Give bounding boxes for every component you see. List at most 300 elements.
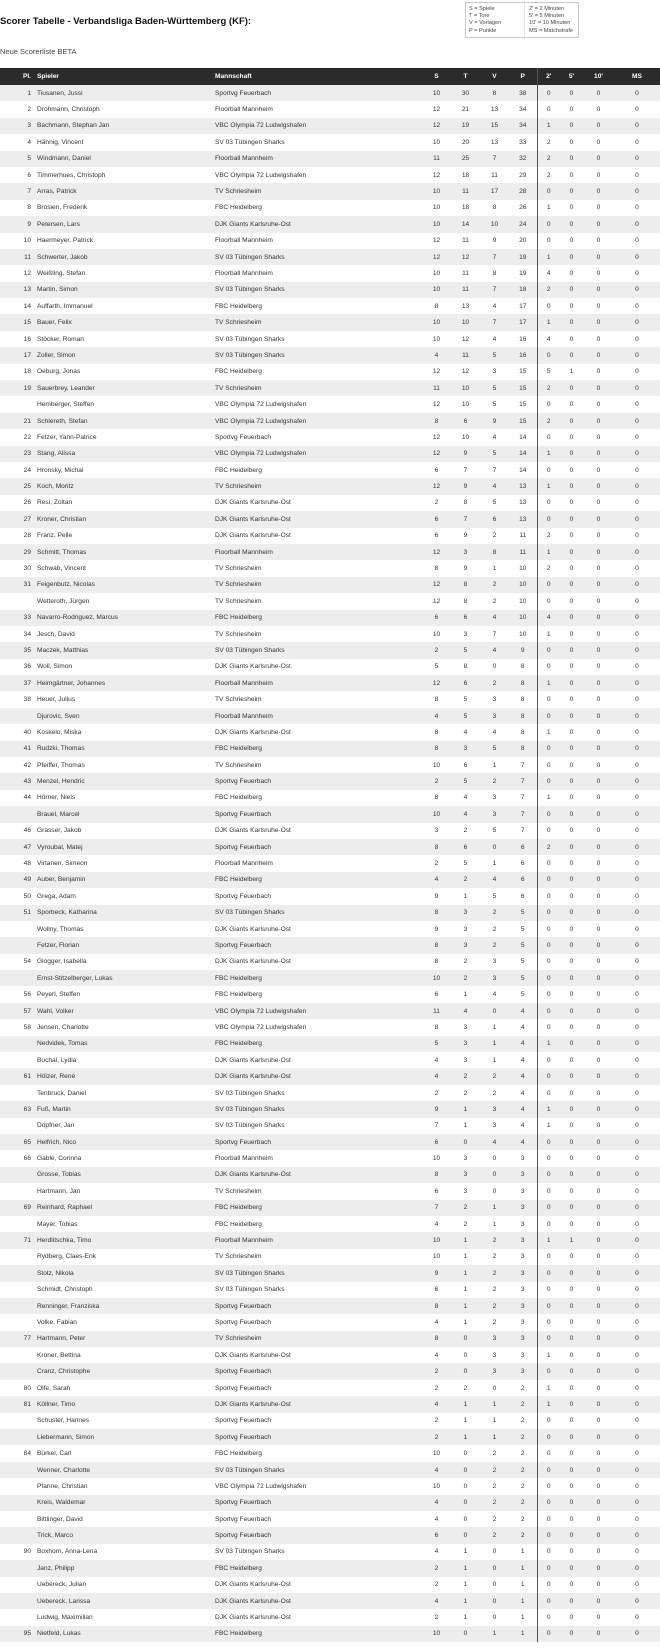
rank-cell: 84 bbox=[0, 1445, 37, 1461]
games-cell: 6 bbox=[422, 462, 451, 478]
games-cell: 10 bbox=[422, 331, 451, 347]
goals-cell: 5 bbox=[451, 855, 480, 871]
pim5-cell: 0 bbox=[560, 691, 583, 707]
assists-cell: 1 bbox=[480, 1413, 509, 1429]
team-cell: Floorball Mannheim bbox=[215, 1232, 422, 1248]
pim10-cell: 0 bbox=[583, 1462, 614, 1478]
table-row bbox=[0, 233, 660, 249]
team-cell: TV Schriesheim bbox=[215, 757, 422, 773]
table-row bbox=[0, 1019, 660, 1035]
rank-cell: 19 bbox=[0, 380, 37, 396]
pim2-cell: 0 bbox=[537, 1363, 560, 1379]
assists-cell: 4 bbox=[480, 724, 509, 740]
goals-cell: 9 bbox=[451, 528, 480, 544]
rank-cell: 56 bbox=[0, 986, 37, 1002]
pim5-cell: 0 bbox=[560, 167, 583, 183]
team-cell: FBC Heidelberg bbox=[215, 872, 422, 888]
pim2-cell: 0 bbox=[537, 233, 560, 249]
rank-cell: 9 bbox=[0, 216, 37, 232]
player-cell: Wetteroth, Jürgen bbox=[37, 593, 215, 609]
player-cell: Haermeyer, Patrick bbox=[37, 233, 215, 249]
assists-cell: 0 bbox=[480, 659, 509, 675]
table-row bbox=[0, 1380, 660, 1396]
table-row bbox=[0, 610, 660, 626]
team-cell: SV 03 Tübingen Sharks bbox=[215, 347, 422, 363]
assists-cell: 2 bbox=[480, 1495, 509, 1511]
table-row bbox=[0, 806, 660, 822]
goals-cell: 13 bbox=[451, 298, 480, 314]
pim2-cell: 0 bbox=[537, 1609, 560, 1625]
assists-cell: 3 bbox=[480, 790, 509, 806]
pim10-cell: 0 bbox=[583, 905, 614, 921]
pim10-cell: 0 bbox=[583, 151, 614, 167]
ms-cell: 0 bbox=[614, 954, 660, 970]
player-cell: Martin, Simon bbox=[37, 282, 215, 298]
ms-cell: 0 bbox=[614, 1511, 660, 1527]
points-cell: 2 bbox=[509, 1396, 537, 1412]
team-cell: SV 03 Tübingen Sharks bbox=[215, 1265, 422, 1281]
pim5-cell: 0 bbox=[560, 1363, 583, 1379]
team-cell: TV Schriesheim bbox=[215, 1331, 422, 1347]
games-cell: 4 bbox=[422, 1396, 451, 1412]
table-row bbox=[0, 1003, 660, 1019]
header-player[interactable]: Spieler bbox=[37, 68, 215, 85]
assists-cell: 4 bbox=[480, 610, 509, 626]
assists-cell: 7 bbox=[480, 314, 509, 330]
pim2-cell: 2 bbox=[537, 560, 560, 576]
goals-cell: 1 bbox=[451, 1282, 480, 1298]
pim10-cell: 0 bbox=[583, 708, 614, 724]
rank-cell bbox=[0, 1282, 37, 1298]
pim2-cell: 0 bbox=[537, 986, 560, 1002]
assists-cell: 0 bbox=[480, 1183, 509, 1199]
pim5-cell: 0 bbox=[560, 462, 583, 478]
goals-cell: 1 bbox=[451, 1413, 480, 1429]
table-row bbox=[0, 314, 660, 330]
table-row bbox=[0, 134, 660, 150]
table-body bbox=[0, 85, 660, 1642]
pim10-cell: 0 bbox=[583, 741, 614, 757]
pim5-cell: 0 bbox=[560, 757, 583, 773]
header-rank[interactable]: Pl. bbox=[0, 68, 37, 85]
pim10-cell: 0 bbox=[583, 1249, 614, 1265]
table-row bbox=[0, 1068, 660, 1084]
assists-cell: 1 bbox=[480, 1396, 509, 1412]
games-cell: 12 bbox=[422, 249, 451, 265]
goals-cell: 2 bbox=[451, 970, 480, 986]
rank-cell: 23 bbox=[0, 446, 37, 462]
rank-cell: 2 bbox=[0, 101, 37, 117]
goals-cell: 1 bbox=[451, 1101, 480, 1117]
pim2-cell: 1 bbox=[537, 200, 560, 216]
games-cell: 12 bbox=[422, 233, 451, 249]
player-cell: Weißling, Stefan bbox=[37, 265, 215, 281]
rank-cell bbox=[0, 1347, 37, 1363]
rank-cell bbox=[0, 1036, 37, 1052]
assists-cell: 1 bbox=[480, 1019, 509, 1035]
points-cell: 3 bbox=[509, 1216, 537, 1232]
team-cell: VBC Olympia 72 Ludwigshafen bbox=[215, 167, 422, 183]
points-cell: 17 bbox=[509, 314, 537, 330]
pim2-cell: 0 bbox=[537, 577, 560, 593]
team-cell: TV Schriesheim bbox=[215, 560, 422, 576]
table-row bbox=[0, 741, 660, 757]
table-row bbox=[0, 396, 660, 412]
ms-cell: 0 bbox=[614, 1101, 660, 1117]
points-cell: 8 bbox=[509, 741, 537, 757]
rank-cell: 40 bbox=[0, 724, 37, 740]
pim2-cell: 1 bbox=[537, 675, 560, 691]
points-cell: 4 bbox=[509, 1118, 537, 1134]
ms-cell: 0 bbox=[614, 1085, 660, 1101]
games-cell: 7 bbox=[422, 1200, 451, 1216]
pim5-cell: 0 bbox=[560, 1577, 583, 1593]
points-cell: 3 bbox=[509, 1150, 537, 1166]
games-cell: 6 bbox=[422, 528, 451, 544]
pim2-cell: 0 bbox=[537, 1544, 560, 1560]
pim5-cell: 0 bbox=[560, 1068, 583, 1084]
pim2-cell: 2 bbox=[537, 151, 560, 167]
team-cell: DJK Giants Karlsruhe-Ost bbox=[215, 954, 422, 970]
points-cell: 8 bbox=[509, 659, 537, 675]
assists-cell: 8 bbox=[480, 265, 509, 281]
pim5-cell: 0 bbox=[560, 659, 583, 675]
ms-cell: 0 bbox=[614, 216, 660, 232]
player-cell: Kreis, Waldemar bbox=[37, 1495, 215, 1511]
pim2-cell: 0 bbox=[537, 1200, 560, 1216]
rank-cell: 48 bbox=[0, 855, 37, 871]
team-cell: VBC Olympia 72 Ludwigshafen bbox=[215, 413, 422, 429]
points-cell: 33 bbox=[509, 134, 537, 150]
pim2-cell: 0 bbox=[537, 1511, 560, 1527]
header-goals[interactable]: T bbox=[451, 68, 480, 85]
points-cell: 16 bbox=[509, 347, 537, 363]
ms-cell: 0 bbox=[614, 429, 660, 445]
team-cell: TV Schriesheim bbox=[215, 314, 422, 330]
table-row bbox=[0, 462, 660, 478]
player-cell: Heuer, Julius bbox=[37, 691, 215, 707]
pim10-cell: 0 bbox=[583, 1118, 614, 1134]
goals-cell: 14 bbox=[451, 216, 480, 232]
points-cell: 4 bbox=[509, 1101, 537, 1117]
pim5-cell: 0 bbox=[560, 675, 583, 691]
ms-cell: 0 bbox=[614, 724, 660, 740]
assists-cell: 3 bbox=[480, 1363, 509, 1379]
assists-cell: 7 bbox=[480, 626, 509, 642]
team-cell: FBC Heidelberg bbox=[215, 1626, 422, 1642]
player-cell: Gable, Corinna bbox=[37, 1150, 215, 1166]
pim2-cell: 0 bbox=[537, 741, 560, 757]
pim2-cell: 0 bbox=[537, 1052, 560, 1068]
ms-cell: 0 bbox=[614, 855, 660, 871]
goals-cell: 3 bbox=[451, 905, 480, 921]
games-cell: 8 bbox=[422, 954, 451, 970]
pim5-cell: 1 bbox=[560, 1232, 583, 1248]
rank-cell bbox=[0, 1560, 37, 1576]
ms-cell: 0 bbox=[614, 970, 660, 986]
points-cell: 3 bbox=[509, 1167, 537, 1183]
rank-cell: 57 bbox=[0, 1003, 37, 1019]
table-row bbox=[0, 675, 660, 691]
pim5-cell: 0 bbox=[560, 380, 583, 396]
rank-cell bbox=[0, 1085, 37, 1101]
pim5-cell: 0 bbox=[560, 1544, 583, 1560]
games-cell: 8 bbox=[422, 1167, 451, 1183]
ms-cell: 0 bbox=[614, 839, 660, 855]
table-row bbox=[0, 528, 660, 544]
goals-cell: 0 bbox=[451, 1478, 480, 1494]
goals-cell: 9 bbox=[451, 446, 480, 462]
points-cell: 2 bbox=[509, 1511, 537, 1527]
team-cell: TV Schriesheim bbox=[215, 593, 422, 609]
goals-cell: 11 bbox=[451, 265, 480, 281]
points-cell: 3 bbox=[509, 1183, 537, 1199]
player-cell: Tiusanen, Jussi bbox=[37, 85, 215, 101]
assists-cell: 3 bbox=[480, 806, 509, 822]
pim10-cell: 0 bbox=[583, 577, 614, 593]
table-row bbox=[0, 1511, 660, 1527]
player-cell: Hemberger, Steffen bbox=[37, 396, 215, 412]
games-cell: 10 bbox=[422, 183, 451, 199]
assists-cell: 5 bbox=[480, 888, 509, 904]
pim2-cell: 1 bbox=[537, 1101, 560, 1117]
rank-cell bbox=[0, 1216, 37, 1232]
pim2-cell: 0 bbox=[537, 1445, 560, 1461]
games-cell: 4 bbox=[422, 1314, 451, 1330]
player-cell: Mayer, Tobias bbox=[37, 1216, 215, 1232]
games-cell: 8 bbox=[422, 1331, 451, 1347]
pim2-cell: 0 bbox=[537, 1183, 560, 1199]
player-cell: Ludwig, Maximilian bbox=[37, 1609, 215, 1625]
assists-cell: 1 bbox=[480, 1200, 509, 1216]
pim10-cell: 0 bbox=[583, 1183, 614, 1199]
pim5-cell: 0 bbox=[560, 593, 583, 609]
pim2-cell: 0 bbox=[537, 691, 560, 707]
table-row bbox=[0, 691, 660, 707]
table-row bbox=[0, 1200, 660, 1216]
points-cell: 10 bbox=[509, 560, 537, 576]
games-cell: 8 bbox=[422, 413, 451, 429]
player-cell: Windmann, Daniel bbox=[37, 151, 215, 167]
goals-cell: 21 bbox=[451, 101, 480, 117]
table-row bbox=[0, 511, 660, 527]
points-cell: 7 bbox=[509, 757, 537, 773]
pim10-cell: 0 bbox=[583, 1150, 614, 1166]
ms-cell: 0 bbox=[614, 1396, 660, 1412]
pim5-cell: 0 bbox=[560, 429, 583, 445]
rank-cell bbox=[0, 1183, 37, 1199]
table-row bbox=[0, 921, 660, 937]
team-cell: Floorball Mannheim bbox=[215, 151, 422, 167]
assists-cell: 7 bbox=[480, 462, 509, 478]
games-cell: 4 bbox=[422, 1216, 451, 1232]
games-cell: 10 bbox=[422, 806, 451, 822]
team-cell: SV 03 Tübingen Sharks bbox=[215, 1462, 422, 1478]
player-cell: Hölzer, René bbox=[37, 1068, 215, 1084]
ms-cell: 0 bbox=[614, 1167, 660, 1183]
pim10-cell: 0 bbox=[583, 1019, 614, 1035]
pim10-cell: 0 bbox=[583, 921, 614, 937]
player-cell: Grosse, Tobias bbox=[37, 1167, 215, 1183]
team-cell: SV 03 Tübingen Sharks bbox=[215, 642, 422, 658]
pim5-cell: 0 bbox=[560, 1560, 583, 1576]
goals-cell: 2 bbox=[451, 823, 480, 839]
pim10-cell: 0 bbox=[583, 1232, 614, 1248]
pim5-cell: 0 bbox=[560, 1396, 583, 1412]
points-cell: 4 bbox=[509, 1085, 537, 1101]
rank-cell: 81 bbox=[0, 1396, 37, 1412]
player-cell: Renninger, Franziska bbox=[37, 1298, 215, 1314]
pim5-cell: 0 bbox=[560, 708, 583, 724]
pim2-cell: 0 bbox=[537, 970, 560, 986]
goals-cell: 1 bbox=[451, 888, 480, 904]
rank-cell bbox=[0, 1167, 37, 1183]
team-cell: FBC Heidelberg bbox=[215, 298, 422, 314]
header-10min[interactable]: 10' bbox=[583, 68, 614, 85]
goals-cell: 6 bbox=[451, 757, 480, 773]
ms-cell: 0 bbox=[614, 396, 660, 412]
header-matchstrafe[interactable]: MS bbox=[614, 68, 660, 85]
assists-cell: 1 bbox=[480, 560, 509, 576]
team-cell: Sportvg Feuerbach bbox=[215, 888, 422, 904]
rank-cell: 80 bbox=[0, 1380, 37, 1396]
points-cell: 29 bbox=[509, 167, 537, 183]
assists-cell: 4 bbox=[480, 478, 509, 494]
header-team[interactable]: Mannschaft bbox=[215, 68, 422, 85]
team-cell: VBC Olympia 72 Ludwigshafen bbox=[215, 1019, 422, 1035]
games-cell: 12 bbox=[422, 544, 451, 560]
pim2-cell: 0 bbox=[537, 298, 560, 314]
table-row bbox=[0, 888, 660, 904]
player-cell: Uebereck, Larissa bbox=[37, 1593, 215, 1609]
games-cell: 12 bbox=[422, 593, 451, 609]
team-cell: TV Schriesheim bbox=[215, 478, 422, 494]
games-cell: 12 bbox=[422, 429, 451, 445]
team-cell: FBC Heidelberg bbox=[215, 364, 422, 380]
assists-cell: 2 bbox=[480, 1282, 509, 1298]
ms-cell: 0 bbox=[614, 593, 660, 609]
header-2min[interactable]: 2' bbox=[537, 68, 560, 85]
goals-cell: 1 bbox=[451, 1429, 480, 1445]
goals-cell: 8 bbox=[451, 593, 480, 609]
player-cell: Bachmann, Stephan Jan bbox=[37, 118, 215, 134]
games-cell: 8 bbox=[422, 839, 451, 855]
legend-column-left bbox=[469, 6, 501, 35]
assists-cell: 4 bbox=[480, 986, 509, 1002]
team-cell: TV Schriesheim bbox=[215, 380, 422, 396]
pim5-cell: 0 bbox=[560, 1331, 583, 1347]
assists-cell: 2 bbox=[480, 1249, 509, 1265]
points-cell: 14 bbox=[509, 446, 537, 462]
assists-cell: 9 bbox=[480, 233, 509, 249]
ms-cell: 0 bbox=[614, 1200, 660, 1216]
header-points[interactable]: P bbox=[509, 68, 537, 85]
team-cell: Floorball Mannheim bbox=[215, 1150, 422, 1166]
player-cell: Wollny, Thomas bbox=[37, 921, 215, 937]
rank-cell: 8 bbox=[0, 200, 37, 216]
assists-cell: 2 bbox=[480, 921, 509, 937]
games-cell: 4 bbox=[422, 1593, 451, 1609]
player-cell: Navarro-Rodriguez, Marcus bbox=[37, 610, 215, 626]
pim10-cell: 0 bbox=[583, 1413, 614, 1429]
ms-cell: 0 bbox=[614, 134, 660, 150]
pim5-cell: 0 bbox=[560, 495, 583, 511]
rank-cell: 33 bbox=[0, 610, 37, 626]
assists-cell: 5 bbox=[480, 823, 509, 839]
games-cell: 10 bbox=[422, 265, 451, 281]
pim10-cell: 0 bbox=[583, 380, 614, 396]
pim2-cell: 1 bbox=[537, 249, 560, 265]
rank-cell bbox=[0, 1413, 37, 1429]
pim2-cell: 5 bbox=[537, 364, 560, 380]
games-cell: 2 bbox=[422, 1609, 451, 1625]
table-row bbox=[0, 364, 660, 380]
rank-cell: 11 bbox=[0, 249, 37, 265]
ms-cell: 0 bbox=[614, 265, 660, 281]
pim5-cell: 0 bbox=[560, 1626, 583, 1642]
pim2-cell: 0 bbox=[537, 773, 560, 789]
points-cell: 15 bbox=[509, 396, 537, 412]
team-cell: SV 03 Tübingen Sharks bbox=[215, 1118, 422, 1134]
games-cell: 9 bbox=[422, 1101, 451, 1117]
page-subtitle: Neue Scorerliste BETA bbox=[0, 47, 77, 56]
header-games[interactable]: S bbox=[422, 68, 451, 85]
assists-cell: 5 bbox=[480, 495, 509, 511]
points-cell: 8 bbox=[509, 724, 537, 740]
pim5-cell: 0 bbox=[560, 1150, 583, 1166]
points-cell: 3 bbox=[509, 1331, 537, 1347]
rank-cell bbox=[0, 396, 37, 412]
goals-cell: 5 bbox=[451, 691, 480, 707]
pim5-cell: 0 bbox=[560, 446, 583, 462]
pim2-cell: 0 bbox=[537, 642, 560, 658]
header-assists[interactable]: V bbox=[480, 68, 509, 85]
ms-cell: 0 bbox=[614, 986, 660, 1002]
pim5-cell: 0 bbox=[560, 298, 583, 314]
ms-cell: 0 bbox=[614, 1363, 660, 1379]
goals-cell: 1 bbox=[451, 1249, 480, 1265]
goals-cell: 3 bbox=[451, 626, 480, 642]
ms-cell: 0 bbox=[614, 1560, 660, 1576]
pim2-cell: 0 bbox=[537, 183, 560, 199]
ms-cell: 0 bbox=[614, 1609, 660, 1625]
team-cell: Sportvg Feuerbach bbox=[215, 1298, 422, 1314]
header-5min[interactable]: 5' bbox=[560, 68, 583, 85]
games-cell: 10 bbox=[422, 1232, 451, 1248]
goals-cell: 7 bbox=[451, 462, 480, 478]
pim5-cell: 0 bbox=[560, 151, 583, 167]
pim2-cell: 0 bbox=[537, 937, 560, 953]
assists-cell: 3 bbox=[480, 954, 509, 970]
rank-cell bbox=[0, 708, 37, 724]
pim2-cell: 0 bbox=[537, 101, 560, 117]
points-cell: 5 bbox=[509, 954, 537, 970]
games-cell: 11 bbox=[422, 380, 451, 396]
player-cell: Glogger, Isabella bbox=[37, 954, 215, 970]
player-cell: Schwerter, Jakob bbox=[37, 249, 215, 265]
goals-cell: 5 bbox=[451, 773, 480, 789]
games-cell: 5 bbox=[422, 659, 451, 675]
goals-cell: 10 bbox=[451, 380, 480, 396]
player-cell: Arras, Patrick bbox=[37, 183, 215, 199]
games-cell: 2 bbox=[422, 1413, 451, 1429]
table-row bbox=[0, 1232, 660, 1248]
player-cell: Hronsky, Michal bbox=[37, 462, 215, 478]
team-cell: DJK Giants Karlsruhe-Ost bbox=[215, 1068, 422, 1084]
pim2-cell: 0 bbox=[537, 1478, 560, 1494]
pim5-cell: 0 bbox=[560, 1511, 583, 1527]
pim5-cell: 0 bbox=[560, 1298, 583, 1314]
